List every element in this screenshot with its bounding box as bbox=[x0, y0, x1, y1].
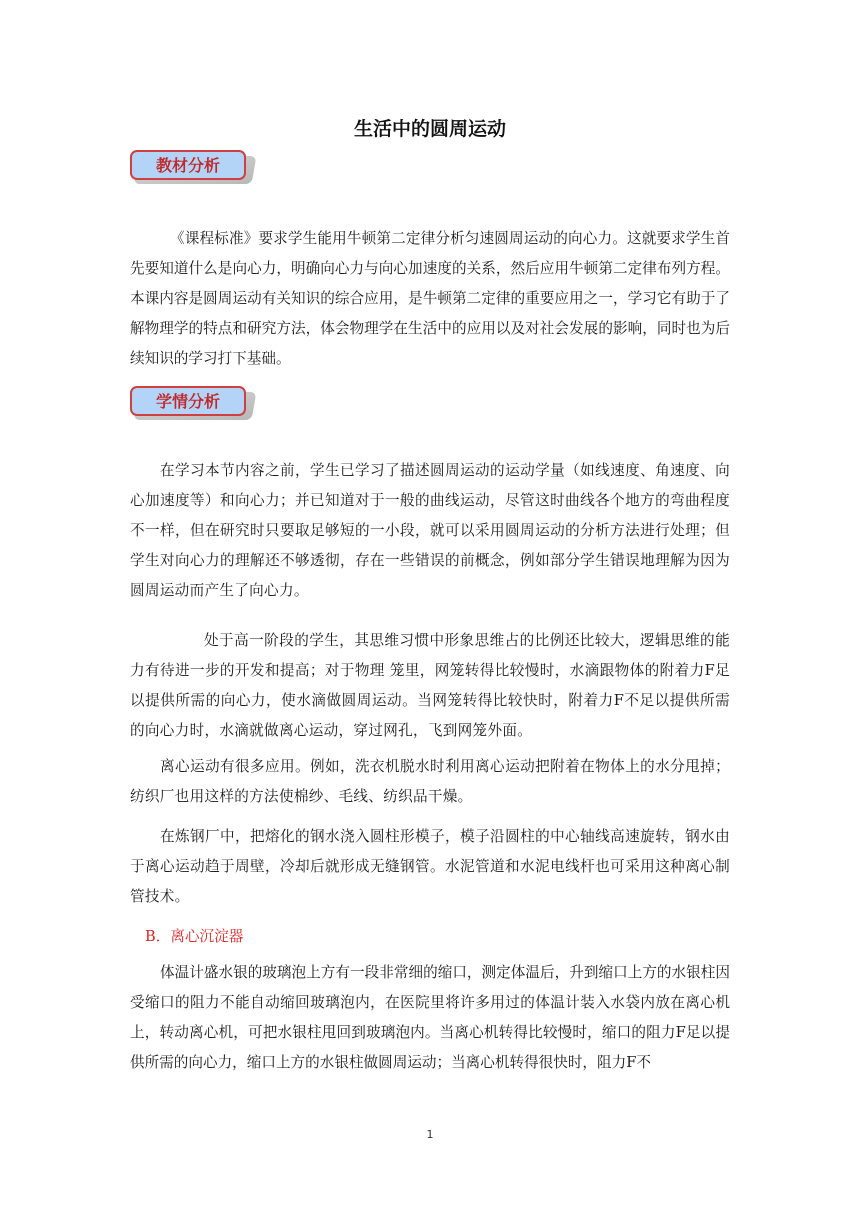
section-heading-student-analysis: 学情分析 bbox=[130, 386, 246, 416]
subheading-centrifuge: B．离心沉淀器 bbox=[145, 928, 244, 945]
page-number: 1 bbox=[426, 1128, 434, 1141]
section-heading-textbook-analysis: 教材分析 bbox=[130, 150, 246, 180]
paragraph-thinking-habits: 处于高一阶段的学生，其思维习惯中形象思维占的比例还比较大，逻辑思维的能力有待进一步的开发和提高；对于物理 笼里，网笼转得比较慢时，水滴跟物体的附着力F足以提供所需的向心力，使水滴做圆周运动。当网笼转得比较快时，附着力F不足以提供所需的向心力时，水滴就做离心运动，穿过网孔，飞到网笼外面。 bbox=[130, 632, 730, 739]
section-badge-textbook-analysis bbox=[130, 150, 260, 186]
page-title: 生活中的圆周运动 bbox=[353, 118, 506, 140]
paragraph-curriculum-standard: 《课程标准》要求学生能用牛顿第二定律分析匀速圆周运动的向心力。这就要求学生首先要知道什么是向心力，明确向心力与向心加速度的关系，然后应用牛顿第二定律布列方程。本课内容是圆周运动有关知识的综合应用，是牛顿第二定律的重要应用之一，学习它有助于了解物理学的特点和研究方法，体会物理学在生活中的应用以及对社会发展的影响，同时也为后续知识的学习打下基础。 bbox=[130, 230, 730, 367]
paragraph-thermometer: 体温计盛水银的玻璃泡上方有一段非常细的缩口，测定体温后，升到缩口上方的水银柱因受缩口的阻力不能自动缩回玻璃泡内，在医院里将许多用过的体温计装入水袋内放在离心机上，转动离心机，可把水银柱甩回到玻璃泡内。当离心机转得比较慢时，缩口的阻力F足以提供所需的向心力，缩口上方的水银柱做圆周运动；当离心机转得很快时，阻力F不 bbox=[130, 964, 730, 1071]
paragraph-prior-knowledge: 在学习本节内容之前，学生已学习了描述圆周运动的运动学量（如线速度、角速度、向心加速度等）和向心力；并已知道对于一般的曲线运动，尽管这时曲线各个地方的弯曲程度不一样，但在研究时只要取足够短的一小段，就可以采用圆周运动的分析方法进行处理；但学生对向心力的理解还不够透彻，存在一些错误的前概念，例如部分学生错误地理解为因为圆周运动而产生了向心力。 bbox=[130, 462, 730, 599]
paragraph-steel-mill: 在炼钢厂中，把熔化的钢水浇入圆柱形模子，模子沿圆柱的中心轴线高速旋转，钢水由于离心运动趋于周壁，冷却后就形成无缝钢管。水泥管道和水泥电线杆也可采用这种离心制管技术。 bbox=[130, 828, 730, 905]
paragraph-centrifugal-applications: 离心运动有很多应用。例如，洗衣机脱水时利用离心运动把附着在物体上的水分甩掉；纺织厂也用这样的方法使棉纱、毛线、纺织品干燥。 bbox=[130, 758, 730, 805]
section-badge-student-analysis bbox=[130, 386, 260, 422]
